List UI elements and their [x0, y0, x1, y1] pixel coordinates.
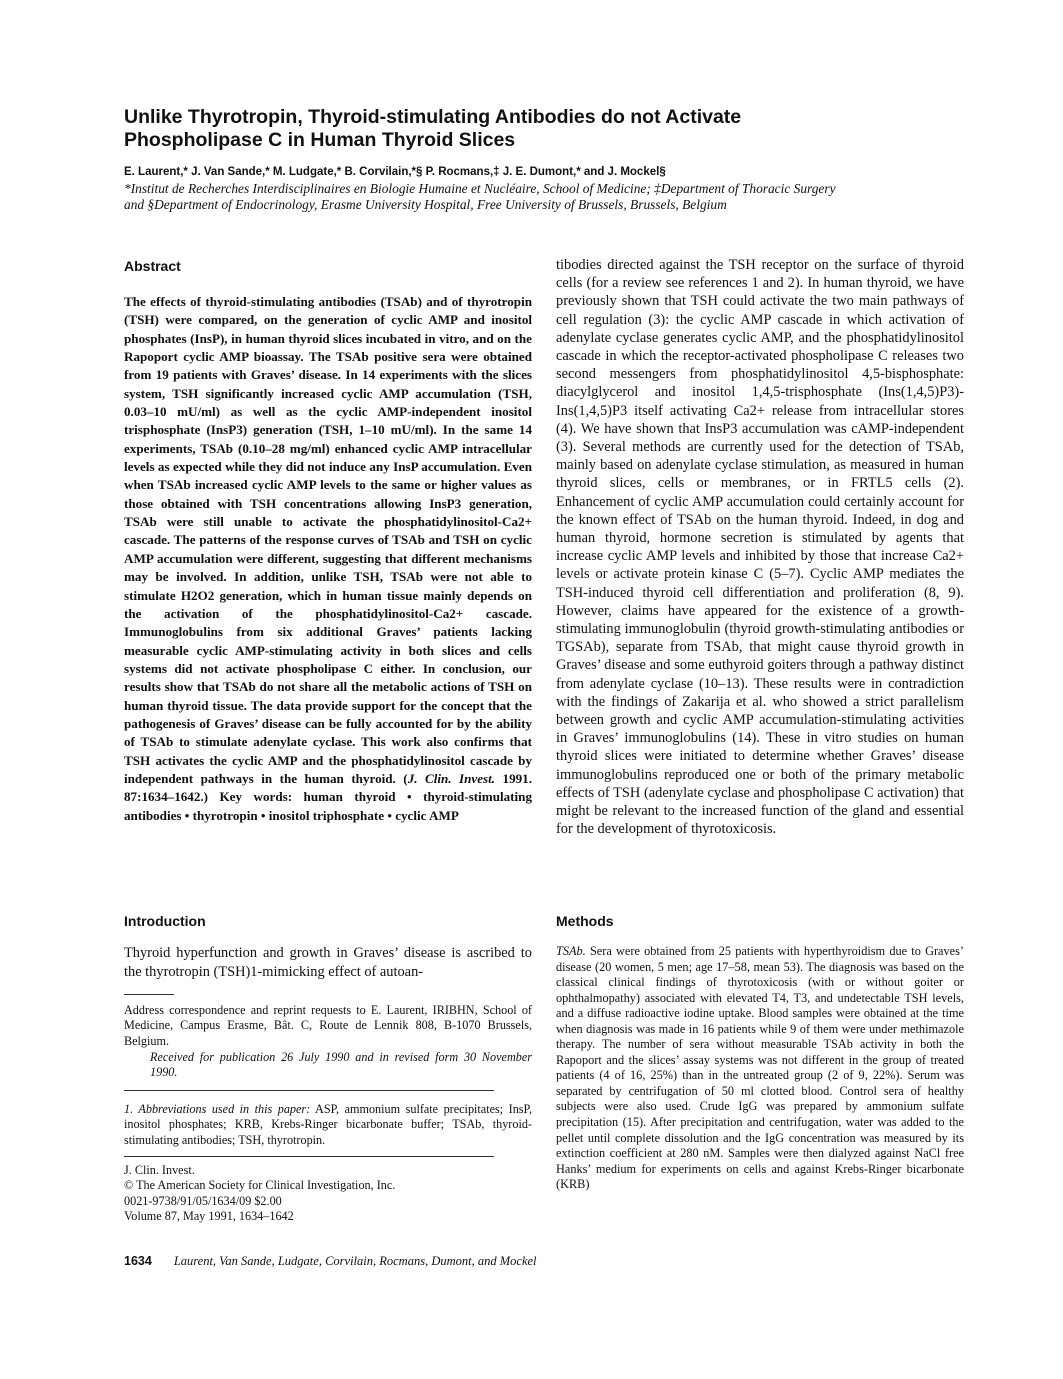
abbreviations-label: 1. Abbreviations used in this paper: — [124, 1102, 311, 1116]
abbreviations-note — [124, 1102, 532, 1148]
footnote-rule — [124, 994, 174, 995]
abstract-heading: Abstract — [124, 258, 181, 274]
journal-line-3: 0021-9738/91/05/1634/09 $2.00 — [124, 1193, 282, 1208]
footnote-rule-3 — [124, 1156, 494, 1157]
journal-line-1: J. Clin. Invest. — [124, 1163, 195, 1177]
methods-text — [556, 944, 964, 1193]
abstract-body-1: The effects of thyroid-stimulating antibodies (TSAb) and of thyrotropin (TSH) were compared, on the generation of cyclic AMP and inositol phosphates (InsP), in human thyroid slices incubated in vitro, and on the Rapoport cyclic AMP bioassay. The TSAb positive sera were obtained from 19 patients with Graves’ disease. In 14 experiments with the slices system, TSH significantly increased cyclic AMP accumulation (TSH, 0.03–10 mU/ml) as well as the cyclic AMP-independent inositol trisphosphate (InsP3) generation (TSH, 1–10 mU/ml). In the same 14 experiments, TSAb (0.10–28 mg/ml) enhanced cyclic AMP intracellular levels as expected while they did not induce any InsP accumulation. Even when TSAb increased cyclic AMP levels to the same or higher values as those obtained with TSH concentrations allowing InsP3 generation, TSAb were still unable to activate the phosphatidylinositol-Ca2+ cascade. The patterns of the response curves of TSAb and TSH on cyclic AMP accumulation were different, suggesting that different mechanisms may be involved. In addition, unlike TSH, TSAb were not able to stimulate H2O2 generation, which in human tissue mainly depends on the activation of the phosphatidylinositol-Ca2+ cascade. Immunoglobulins from six additional Graves’ patients lacking measurable cyclic AMP-stimulating activity in both slices and cells systems did not activate phospholipase C either. In conclusion, our results show that TSAb do not share all the metabolic actions of TSH on human thyroid tissue. The data provide support for the concept that the pathogenesis of Graves’ disease can be fully accounted for by the ability of TSAb to stimulate adenylate cyclase. This work also confirms that TSH activates the cyclic AMP and the phosphatidylinositol cascade by independent pathways in the human thyroid. ( — [124, 294, 532, 786]
methods-subheading: TSAb. — [556, 944, 586, 958]
introduction-text: Thyroid hyperfunction and growth in Graves’ disease is ascribed to the thyrotropin (TSH)1-mimicking effect of autoan- — [124, 945, 532, 980]
page-number: 1634 — [124, 1254, 152, 1268]
journal-info — [124, 1163, 532, 1224]
introduction-continued-text: tibodies directed against the TSH receptor on the surface of thyroid cells (for a review see references 1 and 2). In human thyroid, we have previously shown that TSH could activate the two main pathways of cell regulation (3): the cyclic AMP cascade in which activation of adenylate cyclase generates cyclic AMP, and the phosphatidylinositol cascade in which the receptor-activated phospholipase C releases two second messengers from phosphatidylinositol 4,5-bisphosphate: diacylglycerol and inositol 1,4,5-trisphosphate (Ins(1,4,5)P3)-Ins(1,4,5)P3 itself activating Ca2+ release from intracellular stores (4). We have shown that InsP3 accumulation was cAMP-independent (3). Several methods are currently used for the detection of TSAb, mainly based on adenylate cyclase stimulation, as measured in human thyroid slices, cells or membranes, or in FRTL5 cells (2). Enhancement of cyclic AMP accumulation could certainly account for the known effect of TSAb on the human thyroid. Indeed, in dog and human thyroid, hormone secretion is stimulated by agents that increase cyclic AMP levels and inhibited by those that increase Ca2+ levels or activate protein kinase C (5–7). Cyclic AMP mediates the TSH-induced thyroid cell differentiation and proliferation (8, 9). However, claims have appeared for the existence of a growth-stimulating immunoglobulin (thyroid growth-stimulating antibodies or TGSAb), separate from TSAb, that might cause thyroid growth in Graves’ disease and some euthyroid goiters through a pathway distinct from adenylate cyclase (10–13). These results were in contradiction with the findings of Zakarija et al. who showed a strict parallelism between growth and cyclic AMP accumulation-stimulating activities in Graves’ immunoglobulins (14). These in vitro studies on human thyroid slices were initiated to determine whether Graves’ disease immunoglobulins reproduced one or both of the primary metabolic effects of TSH (adenylate cyclase and phospholipase C activation) that might be relevant to the increased function of the gland and essential for the development of thyrotoxicosis. — [556, 257, 964, 838]
abstract-text — [124, 293, 532, 825]
methods-heading: Methods — [556, 913, 614, 929]
journal-line-2: © The American Society for Clinical Investigation, Inc. — [124, 1178, 396, 1193]
methods-body: Sera were obtained from 25 patients with hyperthyroidism due to Graves’ disease (20 women, 5 men; age 17–58, mean 53). The diagnosis was based on the classical clinical findings of thyrotoxicosis (with or without goiter or ophthalmopathy) associated with elevated T4, T3, and undetectable TSH levels, and a diffuse radioactive iodine uptake. Blood samples were obtained at the time when diagnosis was made in 16 patients while 9 of them were under methimazole therapy. The number of sera without measurable TSAb activity in both the Rapoport and the slices’ assay systems was not different in the group of treated patients (4 of 16, 25%) than in the untreated group (2 of 9, 22%). Serum was separated by centrifugation of 50 ml clotted blood. Control sera of healthy subjects were also used. Crude IgG was prepared by ammonium sulfate precipitation (15). After precipitation and centrifugation, water was added to the pellet until complete dissolution and the IgG concentration was measured by its extinction coefficient at 280 nM. Samples were then dialyzed against NaCl free Hanks’ medium for experiments on cells and against Krebs-Ringer bicarbonate (KRB) — [556, 944, 964, 1192]
title-line-1: Unlike Thyrotropin, Thyroid-stimulating Antibodies do not Activate — [124, 106, 742, 128]
running-head: Laurent, Van Sande, Ludgate, Corvilain, Rocmans, Dumont, and Mockel — [173, 1254, 537, 1268]
title-line-2: Phospholipase C in Human Thyroid Slices — [124, 129, 516, 151]
footnote-rule-2 — [124, 1090, 494, 1091]
affiliation-line-2: and §Department of Endocrinology, Erasme University Hospital, Free University of Brussels, Brussels, Belgium — [124, 197, 727, 212]
abstract-citation-journal: J. Clin. Invest. — [407, 770, 496, 786]
received-note: Received for publication 26 July 1990 and in revised form 30 November 1990. — [150, 1050, 532, 1080]
article-title — [124, 106, 944, 152]
introduction-heading: Introduction — [124, 913, 206, 929]
abstract-body-2: 1991. 87:1634–1642.) Key words: human thyroid • thyroid-stimulating antibodies • thyrotropin • inositol triphosphate • cyclic AMP — [124, 770, 532, 823]
affiliations — [124, 181, 964, 213]
abbreviations-text: ASP, ammonium sulfate precipitates; InsP, inositol phosphates; KRB, Krebs-Ringer bicarbonate buffer; TSAb, thyroid-stimulating antibodies; TSH, thyrotropin. — [124, 1102, 533, 1147]
page-footer — [124, 1254, 964, 1269]
affiliation-line-1: *Institut de Recherches Interdisciplinaires en Biologie Humaine et Nucléaire, School of Medicine; ‡Department of Thoracic Surgery — [124, 181, 836, 196]
author-list: E. Laurent,* J. Van Sande,* M. Ludgate,* B. Corvilain,*§ P. Rocmans,‡ J. E. Dumont,* and J. Mockel§ — [124, 166, 666, 178]
correspondence-note: Address correspondence and reprint requests to E. Laurent, IRIBHN, School of Medicine, Campus Erasme, Bât. C, Route de Lennik 808, B-1070 Brussels, Belgium. — [124, 1003, 532, 1048]
journal-line-4: Volume 87, May 1991, 1634–1642 — [124, 1208, 294, 1223]
